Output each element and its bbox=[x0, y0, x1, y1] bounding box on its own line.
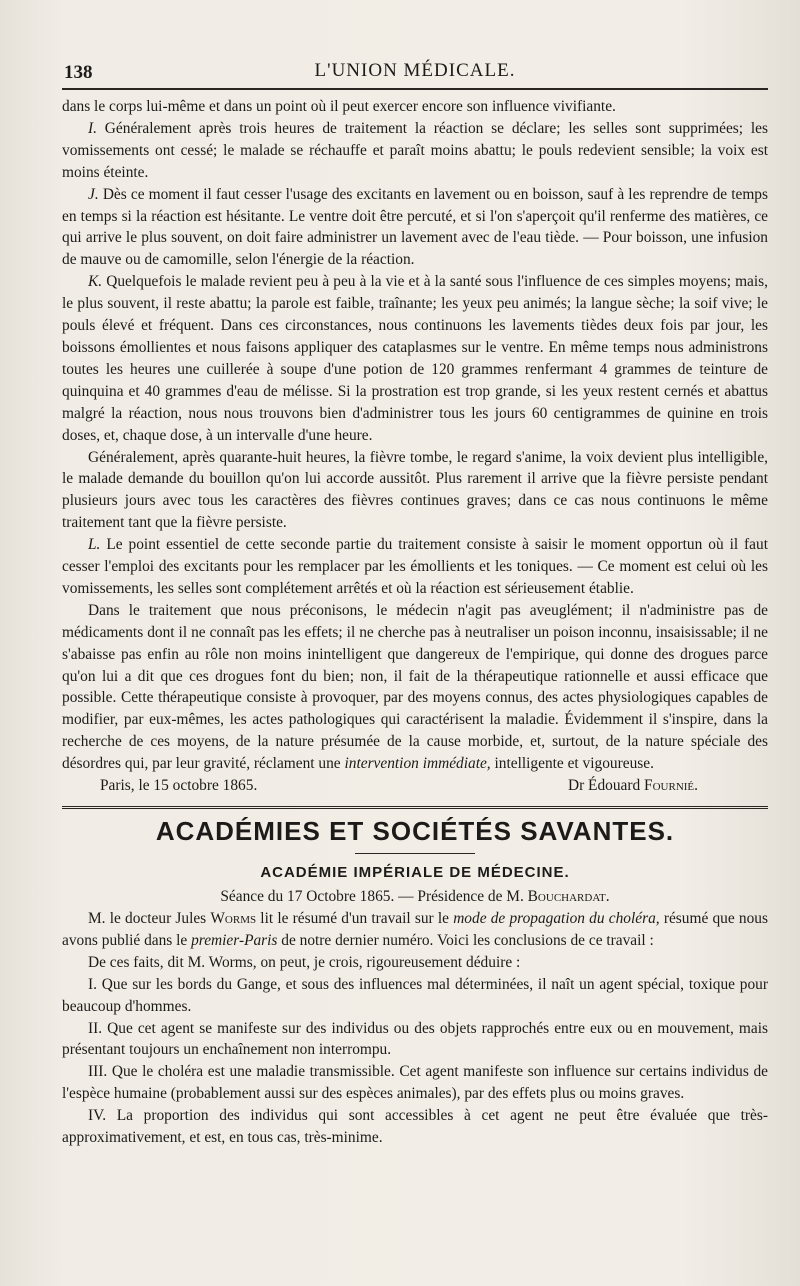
list-item: I. Que sur les bords du Gange, et sous des influences mal déterminées, il naît un agent spécial, toxique pour beaucoup d'hommes. bbox=[62, 975, 768, 1015]
paragraph: M. le docteur Jules Worms lit le résumé d'un travail sur le mode de propagation du choléra, résumé que nous avons publié dans le premier-Paris de notre dernier numéro. Voici les conclusions de ce travail : bbox=[62, 910, 768, 949]
session-line: Séance du 17 Octobre 1865. — Présidence de M. Bouchardat. bbox=[220, 888, 610, 906]
place-date: Paris, le 15 octobre 1865. bbox=[100, 777, 258, 795]
paragraph: I. Généralement après trois heures de traitement la réaction se déclare; les selles sont supprimées; les vomissements ont cessé; le malade se réchauffe et paraît moins abattu; le pouls redevient sensible; la voix est moins éteinte. bbox=[62, 119, 768, 181]
author-signature: Dr Édouard Fournié. bbox=[567, 777, 698, 795]
emphasis: intervention immédiate, bbox=[344, 755, 491, 773]
paragraph: K. Quelquefois le malade revient peu à peu à la vie et à la santé sous l'influence de ces simples moyens; mais, le plus souvent, il reste abattu; la parole est faible, traînante; les yeux peu animés; la langue sèche; la soif vive; le pouls élevé et fréquent. Dans ces circonstances, nous continuons les lavements tièdes deux fois par jour, les boissons émollientes et nous faisons appliquer des cataplasmes sur le ventre. En même temps nous administrons toutes les heures une cuillerée à soupe d'une potion de 120 grammes renfermant 4 grammes de teinture de quinquina et 40 grammes d'eau de mélisse. Si la prostration est trop grande, si les yeux restent cernés et abattus malgré la réaction, nous nous trouvons bien d'administrer tous les jours 60 centigrammes de quinine en trois doses, et, chaque dose, à un intervalle d'une heure. bbox=[62, 273, 768, 444]
section-subtitle: ACADÉMIE IMPÉRIALE DE MÉDECINE. bbox=[260, 864, 570, 882]
title-rule bbox=[355, 853, 475, 854]
page-number: 138 bbox=[64, 62, 93, 83]
running-head: L'UNION MÉDICALE. bbox=[314, 60, 516, 81]
signature-line bbox=[62, 775, 768, 797]
paragraph: dans le corps lui-même et dans un point où il peut exercer encore son influence vivifiante. bbox=[62, 98, 616, 115]
list-item: II. Que cet agent se manifeste sur des individus ou des objets rapprochés entre eux ou en mouvement, mais présentant toujours un enchaînement non interrompu. bbox=[62, 1019, 768, 1059]
page-header bbox=[62, 52, 768, 90]
paragraph: Généralement, après quarante-huit heures, la fièvre tombe, le regard s'anime, la voix devient plus intelligible, le malade demande du bouillon qu'on lui accorde aussitôt. Plus rarement il arrive que la fièvre persiste pendant plusieurs jours avec tous les caractères des fièvres continues graves; dans ce cas nous continuons le même traitement tant que la fièvre persiste. bbox=[62, 448, 768, 532]
list-item: III. Que le choléra est une maladie transmissible. Cet agent manifeste son influence sur certains individus de l'espèce humaine (probablement aussi sur des espèces animales), par des effets plus ou moins graves. bbox=[62, 1063, 768, 1103]
paragraph: J. Dès ce moment il faut cesser l'usage des excitants en lavement ou en boisson, sauf à les reprendre de temps en temps si la réaction est hésitante. Le ventre doit être percuté, et si l'on s'aperçoit qu'il renferme des matières, ce qui arrive le plus souvent, on doit faire administrer un lavement avec de l'eau tiède. — Pour boisson, une infusion de mauve ou de camomille, selon l'énergie de la réaction. bbox=[62, 185, 768, 269]
article-body bbox=[62, 96, 768, 1149]
conclusions-list bbox=[62, 974, 768, 1149]
section-title: ACADÉMIES ET SOCIÉTÉS SAVANTES. bbox=[155, 816, 675, 847]
paragraph: Dans le traitement que nous préconisons, le médecin n'agit pas aveuglément; il n'administre pas de médicaments dont il ne connaît pas les effets; il ne cherche pas à neutraliser un poison inconnu, insaisissable; il ne s'abaisse pas enfin au rôle non moins inintelligent que dangereux de l'empirique, qui donne des drogues parce qu'on lui a dit que ces drogues font du bien; non, il fait de la thérapeutique rationnelle et aussi efficace que possible. Cette thérapeutique consiste à provoquer, par des moyens connus, des actes physiologiques capables de modifier, par eux-mêmes, les actes pathologiques qui caractérisent la maladie. Évidemment il s'inspire, dans la recherche de ces moyens, de la nature présumée de la cause morbide, et, surtout, de la nature spéciale des désordres qui, par leur gravité, réclament une intervention immédiate, intelligente et vigoureuse. bbox=[62, 601, 768, 773]
paragraph: L. Le point essentiel de cette seconde partie du traitement consiste à saisir le moment opportun où il faut cesser l'emploi des excitants pour les remplacer par les émollients et les toniques. — Ce moment est celui où les vomissements, les selles sont complétement arrêtés et où la réaction est sérieusement établie. bbox=[62, 536, 768, 597]
section-divider bbox=[62, 806, 768, 809]
list-item: IV. La proportion des individus qui sont accessibles à cet agent ne peut être évaluée que très-approximativement, et est, en tous cas, très-minime. bbox=[62, 1107, 768, 1147]
paragraph: De ces faits, dit M. Worms, on peut, je crois, rigoureusement déduire : bbox=[88, 953, 521, 971]
